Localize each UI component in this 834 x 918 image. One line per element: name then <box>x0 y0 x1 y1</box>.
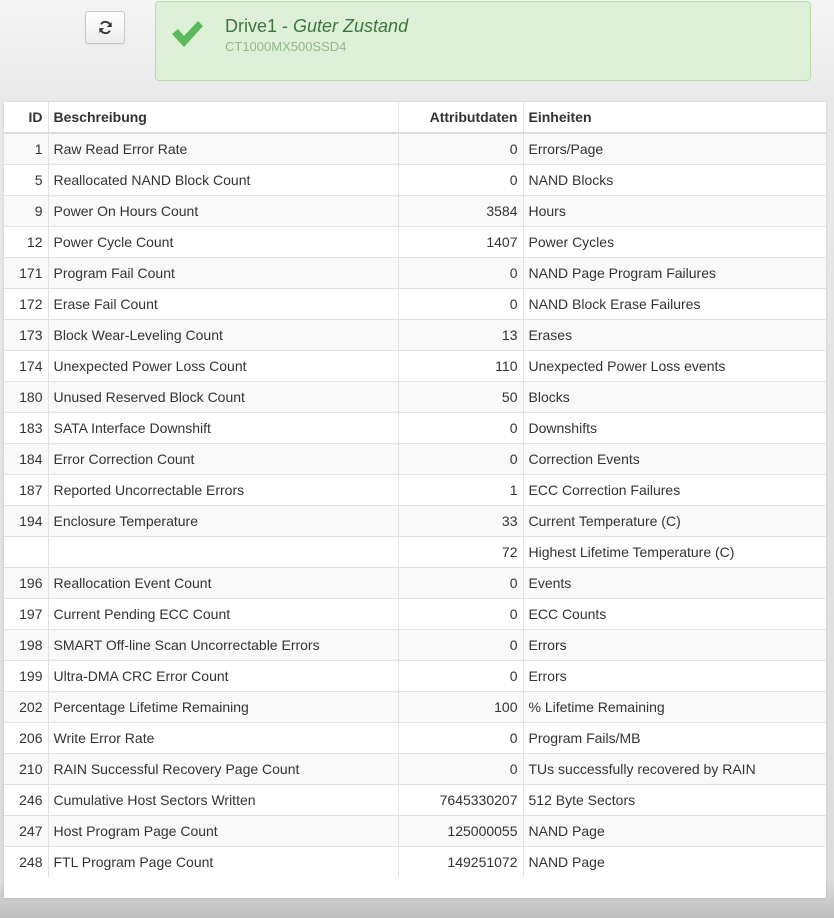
column-header-value[interactable]: Attributdaten <box>398 102 523 133</box>
cell-id: 197 <box>4 598 48 629</box>
cell-value: 0 <box>398 598 523 629</box>
cell-description: Unused Reserved Block Count <box>48 381 398 412</box>
table-row <box>4 195 826 226</box>
cell-description: Program Fail Count <box>48 257 398 288</box>
cell-description: SMART Off-line Scan Uncorrectable Errors <box>48 629 398 660</box>
cell-id: 184 <box>4 443 48 474</box>
table-row <box>4 226 826 257</box>
cell-unit: % Lifetime Remaining <box>523 691 826 722</box>
cell-description: Percentage Lifetime Remaining <box>48 691 398 722</box>
cell-unit: Blocks <box>523 381 826 412</box>
cell-description <box>48 536 398 567</box>
table-row <box>4 846 826 877</box>
cell-description: Current Pending ECC Count <box>48 598 398 629</box>
cell-description: Reallocation Event Count <box>48 567 398 598</box>
cell-value: 72 <box>398 536 523 567</box>
cell-description: Ultra-DMA CRC Error Count <box>48 660 398 691</box>
cell-unit: Erases <box>523 319 826 350</box>
refresh-button[interactable] <box>85 11 125 44</box>
cell-value: 0 <box>398 288 523 319</box>
cell-value: 13 <box>398 319 523 350</box>
cell-value: 0 <box>398 443 523 474</box>
table-row <box>4 660 826 691</box>
cell-value: 33 <box>398 505 523 536</box>
cell-id: 194 <box>4 505 48 536</box>
cell-unit: Power Cycles <box>523 226 826 257</box>
cell-value: 50 <box>398 381 523 412</box>
table-header-row <box>4 102 826 133</box>
cell-description: Host Program Page Count <box>48 815 398 846</box>
column-header-description[interactable]: Beschreibung <box>48 102 398 133</box>
cell-description: SATA Interface Downshift <box>48 412 398 443</box>
cell-value: 0 <box>398 567 523 598</box>
table-row <box>4 567 826 598</box>
cell-value: 110 <box>398 350 523 381</box>
cell-description: Block Wear-Leveling Count <box>48 319 398 350</box>
cell-description: Reallocated NAND Block Count <box>48 164 398 195</box>
table-row <box>4 381 826 412</box>
cell-id: 12 <box>4 226 48 257</box>
table-row <box>4 505 826 536</box>
cell-id: 202 <box>4 691 48 722</box>
cell-description: FTL Program Page Count <box>48 846 398 877</box>
cell-value: 0 <box>398 164 523 195</box>
table-row <box>4 629 826 660</box>
cell-value: 0 <box>398 133 523 164</box>
cell-unit: Errors <box>523 629 826 660</box>
cell-value: 0 <box>398 753 523 784</box>
cell-id: 248 <box>4 846 48 877</box>
cell-id: 172 <box>4 288 48 319</box>
table-row <box>4 164 826 195</box>
cell-description: Unexpected Power Loss Count <box>48 350 398 381</box>
cell-unit: Events <box>523 567 826 598</box>
cell-id: 180 <box>4 381 48 412</box>
cell-description: Cumulative Host Sectors Written <box>48 784 398 815</box>
drive-status-panel <box>155 1 811 81</box>
cell-unit: Current Temperature (C) <box>523 505 826 536</box>
table-row <box>4 691 826 722</box>
cell-unit: Highest Lifetime Temperature (C) <box>523 536 826 567</box>
cell-value: 149251072 <box>398 846 523 877</box>
cell-unit: NAND Page <box>523 815 826 846</box>
table-row <box>4 474 826 505</box>
cell-description: Reported Uncorrectable Errors <box>48 474 398 505</box>
table-row <box>4 753 826 784</box>
cell-id: 199 <box>4 660 48 691</box>
smart-attributes-panel <box>4 102 826 898</box>
cell-description: Error Correction Count <box>48 443 398 474</box>
table-row <box>4 784 826 815</box>
table-row <box>4 443 826 474</box>
cell-description: Erase Fail Count <box>48 288 398 319</box>
cell-id: 5 <box>4 164 48 195</box>
column-header-unit[interactable]: Einheiten <box>523 102 826 133</box>
cell-unit: Errors/Page <box>523 133 826 164</box>
cell-unit: TUs successfully recovered by RAIN <box>523 753 826 784</box>
cell-value: 0 <box>398 257 523 288</box>
table-row <box>4 257 826 288</box>
cell-id: 183 <box>4 412 48 443</box>
cell-id: 196 <box>4 567 48 598</box>
cell-description: Power On Hours Count <box>48 195 398 226</box>
cell-id: 247 <box>4 815 48 846</box>
cell-id: 210 <box>4 753 48 784</box>
cell-description: RAIN Successful Recovery Page Count <box>48 753 398 784</box>
cell-description: Raw Read Error Rate <box>48 133 398 164</box>
column-header-id[interactable]: ID <box>4 102 48 133</box>
cell-id: 187 <box>4 474 48 505</box>
table-row <box>4 412 826 443</box>
cell-unit: NAND Blocks <box>523 164 826 195</box>
drive-title <box>225 16 408 37</box>
drive-model: CT1000MX500SSD4 <box>225 39 347 54</box>
cell-unit: Unexpected Power Loss events <box>523 350 826 381</box>
cell-id: 206 <box>4 722 48 753</box>
drive-name: Drive1 <box>225 16 278 36</box>
cell-id: 1 <box>4 133 48 164</box>
cell-value: 1 <box>398 474 523 505</box>
table-row <box>4 536 826 567</box>
health-status: Guter Zustand <box>293 16 409 36</box>
cell-value: 7645330207 <box>398 784 523 815</box>
table-row <box>4 133 826 164</box>
cell-id: 9 <box>4 195 48 226</box>
cell-id: 246 <box>4 784 48 815</box>
cell-value: 0 <box>398 412 523 443</box>
cell-value: 1407 <box>398 226 523 257</box>
checkmark-icon <box>170 19 204 49</box>
cell-id: 171 <box>4 257 48 288</box>
cell-value: 3584 <box>398 195 523 226</box>
cell-value: 0 <box>398 722 523 753</box>
cell-unit: Downshifts <box>523 412 826 443</box>
cell-unit: 512 Byte Sectors <box>523 784 826 815</box>
cell-unit: NAND Block Erase Failures <box>523 288 826 319</box>
table-row <box>4 815 826 846</box>
cell-unit: Hours <box>523 195 826 226</box>
cell-unit: Errors <box>523 660 826 691</box>
cell-unit: ECC Counts <box>523 598 826 629</box>
cell-unit: Correction Events <box>523 443 826 474</box>
table-row <box>4 288 826 319</box>
title-separator: - <box>277 16 294 36</box>
cell-description: Enclosure Temperature <box>48 505 398 536</box>
table-row <box>4 319 826 350</box>
cell-value: 100 <box>398 691 523 722</box>
cell-id: 174 <box>4 350 48 381</box>
cell-value: 0 <box>398 660 523 691</box>
cell-unit: Program Fails/MB <box>523 722 826 753</box>
cell-description: Write Error Rate <box>48 722 398 753</box>
cell-id <box>4 536 48 567</box>
cell-id: 173 <box>4 319 48 350</box>
cell-unit: NAND Page <box>523 846 826 877</box>
table-row <box>4 722 826 753</box>
cell-unit: ECC Correction Failures <box>523 474 826 505</box>
table-row <box>4 598 826 629</box>
cell-value: 0 <box>398 629 523 660</box>
smart-attributes-table <box>4 102 826 877</box>
cell-unit: NAND Page Program Failures <box>523 257 826 288</box>
cell-description: Power Cycle Count <box>48 226 398 257</box>
cell-id: 198 <box>4 629 48 660</box>
table-row <box>4 350 826 381</box>
cell-value: 125000055 <box>398 815 523 846</box>
refresh-icon <box>98 20 113 35</box>
